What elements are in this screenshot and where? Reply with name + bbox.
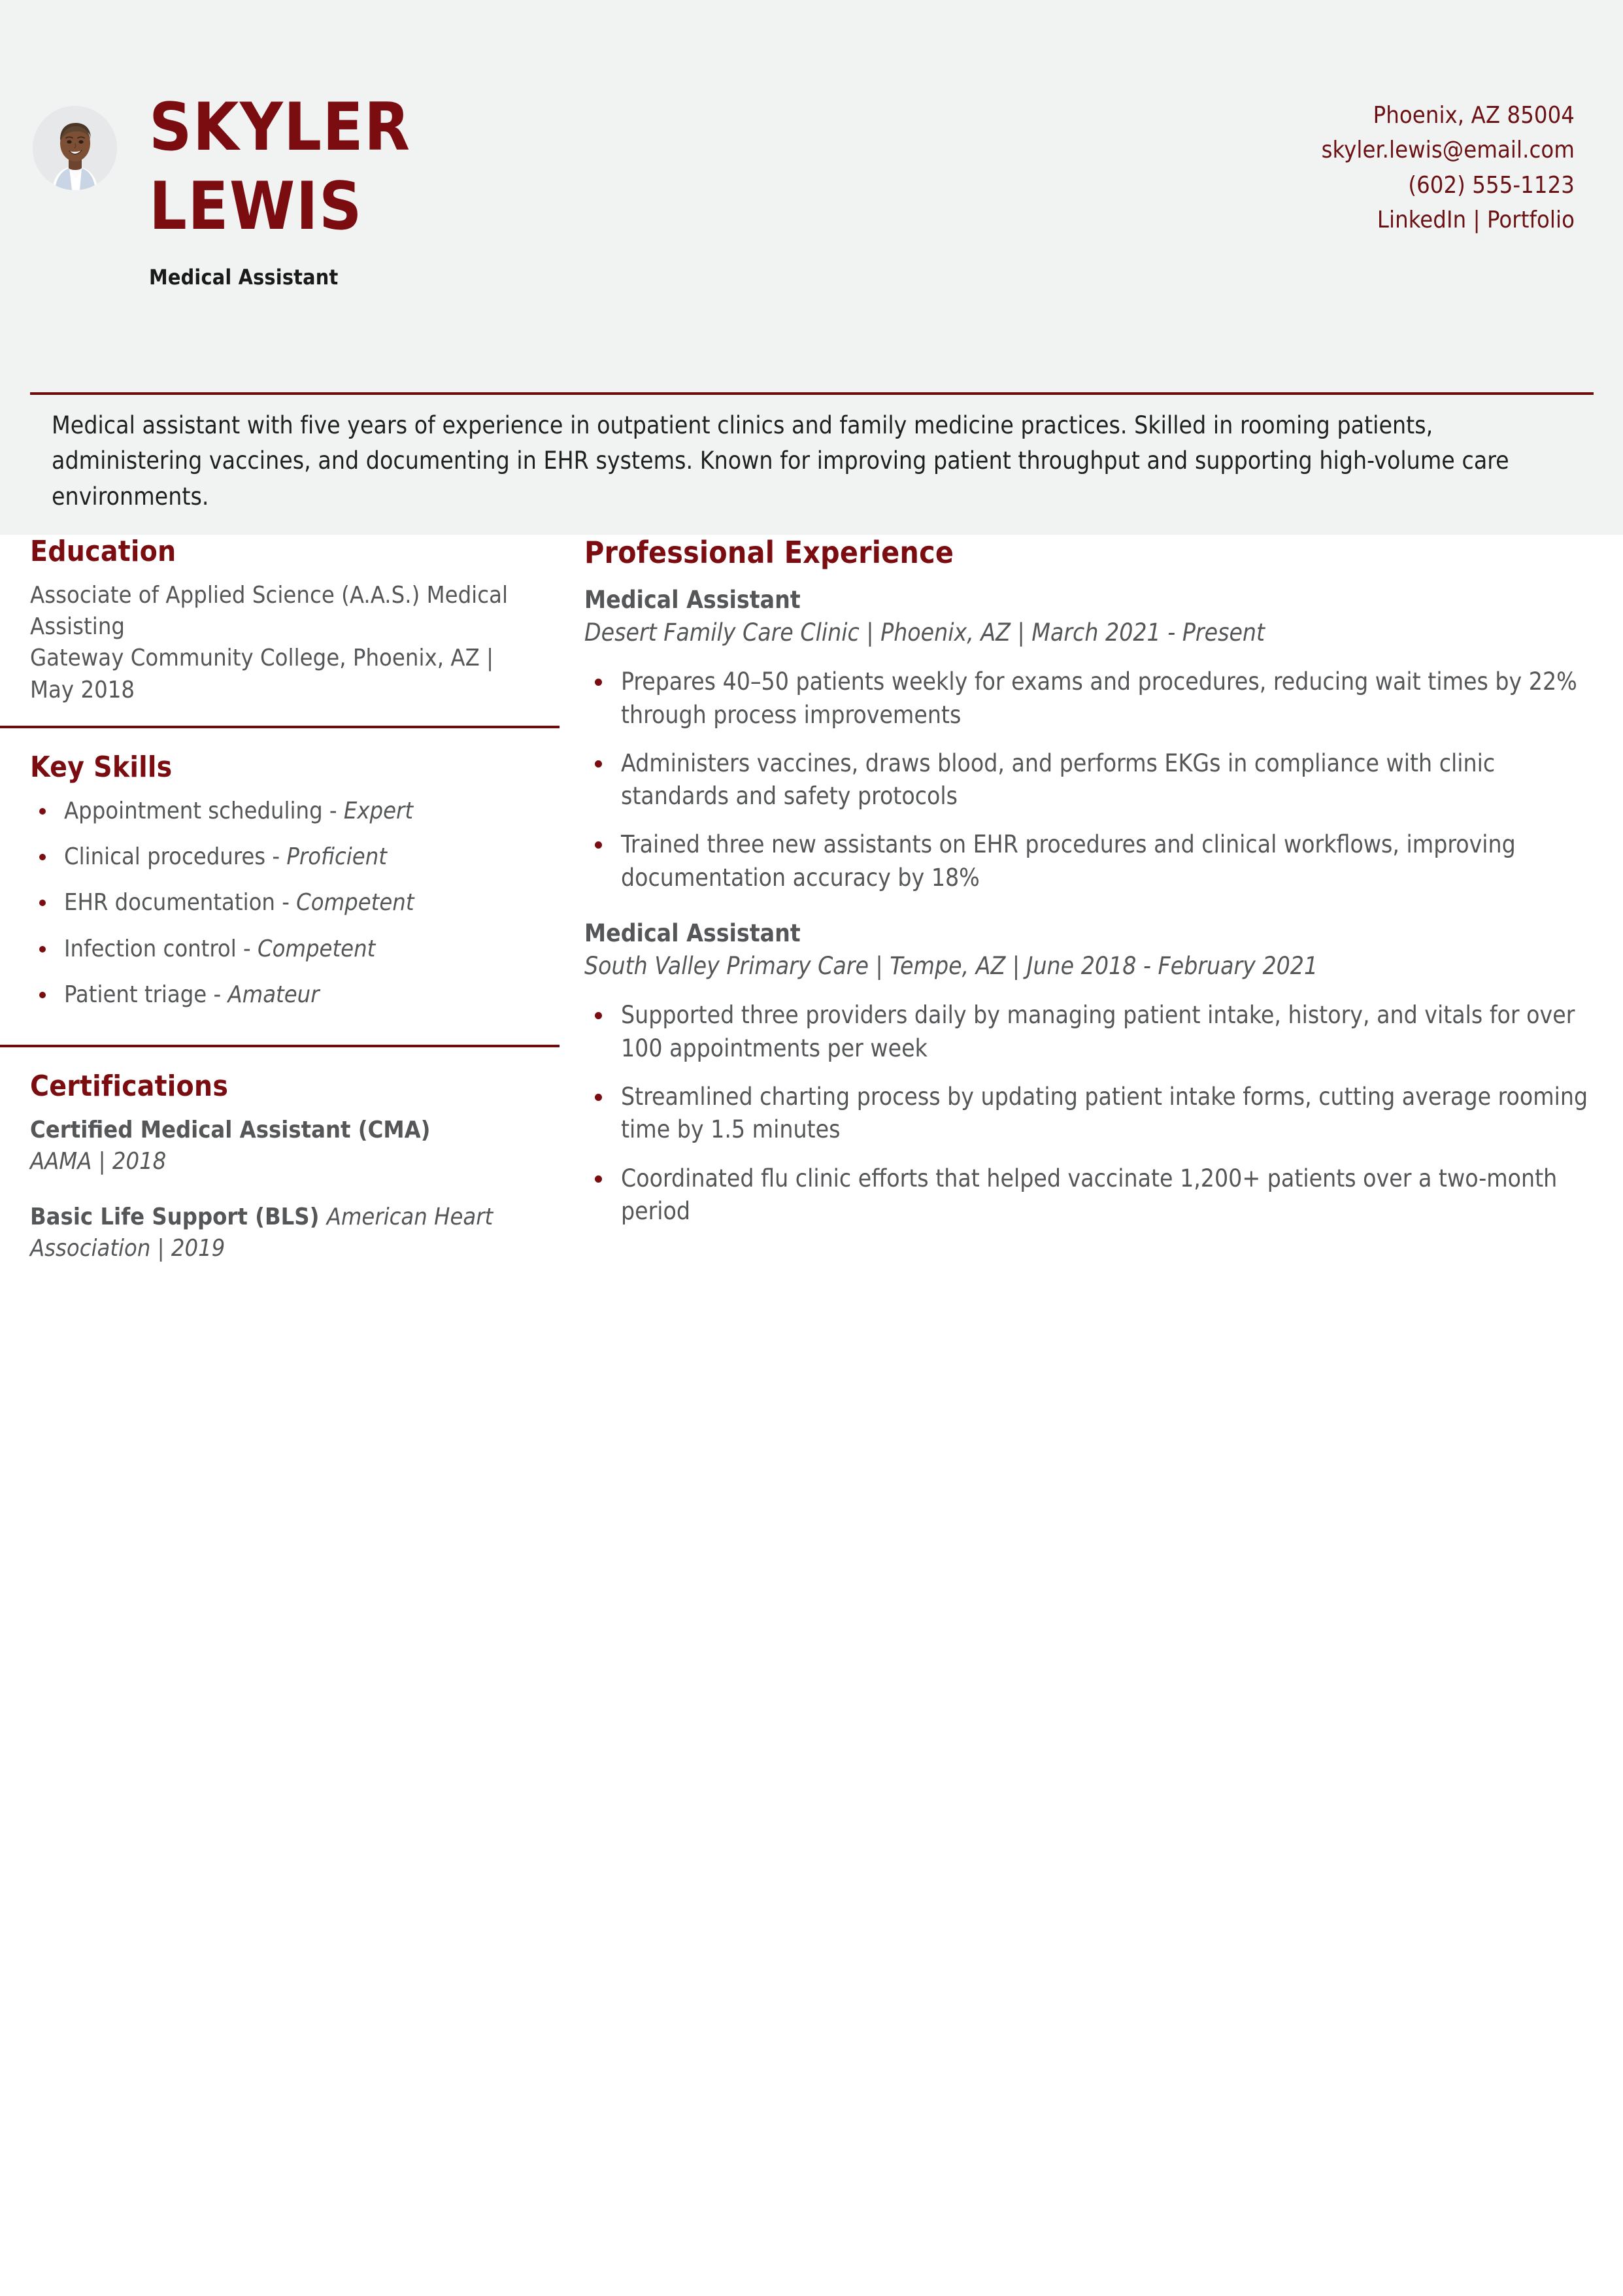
header-band xyxy=(0,0,1623,535)
list-item: Coordinated flu clinic efforts that helped vaccinate 1,200+ patients over a two-month period xyxy=(584,1162,1594,1228)
skill-level: Competent xyxy=(257,935,376,962)
contact-phone[interactable]: (602) 555-1123 xyxy=(1408,171,1575,199)
job-meta: Desert Family Care Clinic | Phoenix, AZ | March 2021 - Present xyxy=(584,618,1265,647)
skill-level: Amateur xyxy=(227,981,320,1008)
list-item xyxy=(30,1202,543,1264)
certifications-section xyxy=(30,1047,543,1264)
list-item: Administers vaccines, draws blood, and performs EKGs in compliance with clinic standards and safety protocols xyxy=(584,747,1594,813)
left-column xyxy=(0,535,560,1288)
job-role: Medical Assistant xyxy=(584,919,801,948)
contact-email[interactable]: skyler.lewis@email.com xyxy=(1321,137,1575,164)
skill-name: Appointment scheduling - xyxy=(64,797,344,824)
summary-text: Medical assistant with five years of experience in outpatient clinics and family medicine practices. Skilled in rooming patients, administering vaccines, and documenting in EHR systems. Known for improving patient throughput and supporting high-volume care environments. xyxy=(52,411,1509,511)
skills-section xyxy=(30,728,543,1045)
job-role: Medical Assistant xyxy=(584,586,801,614)
list-item: Streamlined charting process by updating patient intake forms, cutting average rooming time by 1.5 minutes xyxy=(584,1081,1594,1147)
job-bullets xyxy=(584,666,1594,894)
contact-block xyxy=(1322,98,1575,237)
skills-list xyxy=(30,796,543,1011)
list-item xyxy=(30,887,543,919)
certification-name: Basic Life Support (BLS) xyxy=(30,1203,327,1230)
certification-meta: AAMA | 2018 xyxy=(30,1148,167,1175)
job-title: Medical Assistant xyxy=(149,264,339,290)
list-item xyxy=(30,796,543,827)
education-school: Gateway Community College, Phoenix, AZ | May 2018 xyxy=(30,645,494,703)
list-item: Trained three new assistants on EHR procedures and clinical workflows, improving documentation accuracy by 18% xyxy=(584,828,1594,894)
skill-level: Expert xyxy=(343,797,414,824)
avatar xyxy=(33,106,117,190)
certification-meta: American Heart Association | 2019 xyxy=(30,1203,494,1262)
education-heading: Education xyxy=(30,535,176,568)
education-degree: Associate of Applied Science (A.A.S.) Medical Assisting xyxy=(30,582,509,641)
list-item xyxy=(30,934,543,965)
skill-name: Patient triage - xyxy=(64,981,228,1008)
right-column xyxy=(584,535,1594,1251)
list-item xyxy=(30,1115,543,1177)
experience-heading: Professional Experience xyxy=(584,535,954,570)
first-name: SKYLER xyxy=(149,88,411,165)
experience-entry xyxy=(584,918,1594,982)
job-meta: South Valley Primary Care | Tempe, AZ | June 2018 - February 2021 xyxy=(584,952,1318,981)
list-item xyxy=(30,841,543,873)
experience-entry xyxy=(584,584,1594,649)
last-name: LEWIS xyxy=(149,167,363,245)
list-item: Supported three providers daily by managing patient intake, history, and vitals for over 100 appointments per week xyxy=(584,999,1594,1065)
summary-divider xyxy=(30,392,1594,395)
certifications-heading: Certifications xyxy=(30,1070,229,1104)
skill-level: Competent xyxy=(296,889,414,917)
list-item xyxy=(30,979,543,1011)
skills-heading: Key Skills xyxy=(30,750,173,784)
job-bullets xyxy=(584,999,1594,1228)
list-item: Prepares 40–50 patients weekly for exams and procedures, reducing wait times by 22% through process improvements xyxy=(584,666,1594,732)
certification-name: Certified Medical Assistant (CMA) xyxy=(30,1117,431,1144)
name-block xyxy=(149,88,1064,290)
education-section xyxy=(30,535,543,726)
skill-name: Clinical procedures - xyxy=(64,843,287,871)
contact-links[interactable]: LinkedIn | Portfolio xyxy=(1377,206,1575,233)
skill-level: Proficient xyxy=(286,843,387,871)
skill-name: Infection control - xyxy=(64,935,258,962)
skill-name: EHR documentation - xyxy=(64,889,297,917)
contact-location: Phoenix, AZ 85004 xyxy=(1373,102,1575,129)
